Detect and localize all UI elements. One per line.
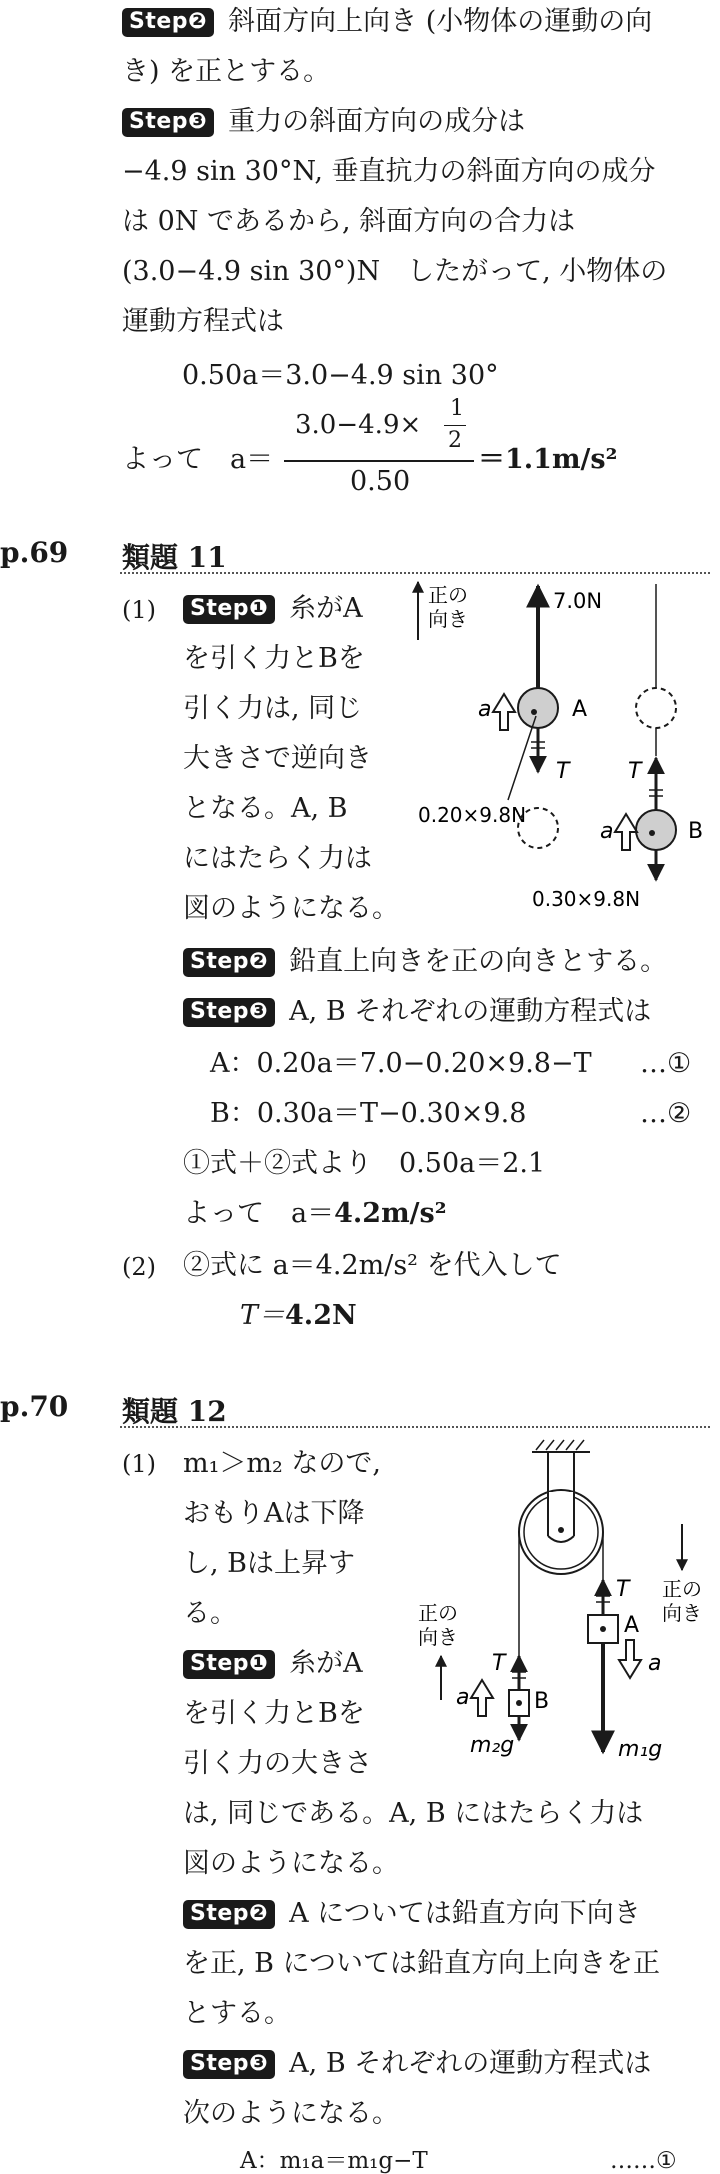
equation-A-num: …① bbox=[640, 1048, 692, 1079]
block-B-label: B bbox=[534, 1689, 550, 1714]
section-title-11: 類題 11 bbox=[122, 541, 227, 574]
step1-line: 引く力の大きさ bbox=[183, 1748, 372, 1779]
motion-equation: 0.50a＝3.0−4.9 sin 30° bbox=[182, 360, 499, 391]
step2-badge: Step❷ bbox=[122, 8, 214, 37]
step3-line2: −4.9 sin 30°N, 垂直抗力の斜面方向の成分 bbox=[122, 156, 656, 187]
text-line: にはたらく力は bbox=[183, 843, 372, 874]
step3-badge: Step❸ bbox=[183, 2050, 275, 2079]
step1-line: を引く力とBを bbox=[183, 1698, 365, 1729]
page-ref-69: p.69 bbox=[0, 536, 69, 569]
accel-arrow-A bbox=[619, 1640, 641, 1678]
step2-line: Step❷ A については鉛直方向下向き bbox=[183, 1900, 641, 1929]
pos-left-label-1: 正の bbox=[418, 1601, 458, 1625]
half-top: 1 bbox=[450, 396, 464, 421]
q1-label: (1) bbox=[122, 1450, 156, 1478]
combine-line: ①式＋②式より 0.50a＝2.1 bbox=[183, 1148, 546, 1179]
cont-line: 図のようになる。 bbox=[183, 1848, 399, 1879]
step1-badge: Step❶ bbox=[183, 595, 275, 624]
pos-dir-label-2: 向き bbox=[428, 607, 468, 631]
q2-label: (2) bbox=[122, 1253, 156, 1281]
step1-line: Step❶ 糸がA bbox=[183, 595, 363, 624]
combine-line bbox=[183, 2122, 190, 2123]
equation-B-num: …② bbox=[640, 1098, 692, 1129]
equation-B-num bbox=[610, 2122, 613, 2123]
step3-line1: Step❸ 重力の斜面方向の成分は bbox=[122, 108, 525, 137]
block-A-label: A bbox=[624, 1613, 640, 1638]
step3-line: 次のようになる。 bbox=[183, 2098, 399, 2129]
tension-right-label: T bbox=[616, 1577, 630, 1602]
step2-line: とする。 bbox=[183, 1998, 291, 2029]
step3-line4: (3.0−4.9 sin 30°)N したがって, 小物体の bbox=[122, 256, 668, 287]
step2-line1: Step❷ 斜面方向上向き (小物体の運動の向 bbox=[122, 8, 652, 37]
step3-badge: Step❸ bbox=[122, 108, 214, 137]
accel-arrow-B bbox=[471, 1680, 493, 1716]
step3-line: Step❸ A, B それぞれの運動方程式は bbox=[183, 998, 651, 1027]
ball-B-label: B bbox=[688, 819, 704, 844]
intro-line: し, Bは上昇す bbox=[183, 1548, 356, 1579]
step2-badge: Step❷ bbox=[183, 1900, 275, 1929]
intro-line: m₁＞m₂ なので, bbox=[183, 1448, 382, 1479]
accel-right-label: a bbox=[648, 1651, 662, 1676]
step2-badge: Step❷ bbox=[183, 948, 275, 977]
weight-B-label: 0.30×9.8N bbox=[532, 887, 641, 911]
fraction-denominator: 0.50 bbox=[350, 466, 411, 497]
text-line: を引く力とBを bbox=[183, 643, 365, 674]
result-line: よって a＝4.2m/s² bbox=[183, 1198, 447, 1229]
ball-A-label: A bbox=[572, 697, 588, 722]
tension-left-label: T bbox=[492, 1651, 506, 1676]
result-value: ＝1.1m/s² bbox=[478, 444, 618, 475]
weight-m1g-label: m₁g bbox=[618, 1737, 663, 1762]
step1-badge: Step❶ bbox=[183, 1650, 275, 1679]
q1-label: (1) bbox=[122, 596, 156, 624]
accel-left-label: a bbox=[456, 1685, 470, 1710]
pos-left-label-2: 向き bbox=[418, 1625, 458, 1649]
step2-line: Step❷ 鉛直上向きを正の向きとする。 bbox=[183, 948, 667, 977]
q2-result: T＝4.2N bbox=[240, 1300, 357, 1331]
force-7N-label: 7.0N bbox=[553, 589, 603, 613]
text-line: 引く力は, 同じ bbox=[183, 693, 363, 724]
weight-m2g-label: m₂g bbox=[470, 1733, 515, 1758]
text-line: となる。A, B bbox=[183, 793, 348, 824]
step3-line5: 運動方程式は bbox=[122, 306, 284, 337]
step3-line3: は 0N であるから, 斜面方向の合力は bbox=[122, 206, 576, 237]
tension-T1-label: T bbox=[556, 759, 570, 784]
intro-line: おもりAは下降 bbox=[183, 1498, 365, 1529]
cont-line: は, 同じである。A, B にはたらく力は bbox=[183, 1798, 644, 1829]
step3-line: Step❸ A, B それぞれの運動方程式は bbox=[183, 2050, 651, 2079]
equation-A: A：0.20a＝7.0−0.20×9.8−T bbox=[210, 1048, 592, 1079]
q2-text: ②式に a＝4.2m/s² を代入して bbox=[183, 1250, 562, 1281]
accel-label-A: a bbox=[478, 697, 492, 722]
pos-right-label-1: 正の bbox=[662, 1577, 702, 1601]
section-title-12: 類題 12 bbox=[122, 1395, 227, 1428]
half-bottom: 2 bbox=[448, 428, 462, 453]
step2-line2: き) を正とする。 bbox=[122, 56, 331, 87]
step2-line: を正, B については鉛直方向上向きを正 bbox=[183, 1948, 661, 1979]
equation-B: B：0.30a＝T−0.30×9.8 bbox=[210, 1098, 527, 1129]
fraction-numerator: 3.0−4.9× bbox=[295, 410, 422, 440]
pos-right-label-2: 向き bbox=[662, 1601, 702, 1625]
intro-line: る。 bbox=[183, 1598, 237, 1629]
text-line: 大きさで逆向き bbox=[183, 743, 372, 774]
tension-T2-label: T bbox=[628, 759, 642, 784]
step3-badge: Step❸ bbox=[183, 998, 275, 1027]
step1-line: Step❶ 糸がA bbox=[183, 1650, 363, 1679]
result-prefix: よって a＝ bbox=[122, 444, 274, 475]
page-ref-70: p.70 bbox=[0, 1390, 69, 1423]
equation-B bbox=[240, 2122, 248, 2123]
equation-A: A：m₁a＝m₁g−T bbox=[240, 2148, 428, 2174]
accel-label-B: a bbox=[600, 819, 614, 844]
equation-A-num: ……① bbox=[610, 2148, 677, 2174]
text-line: 図のようになる。 bbox=[183, 893, 399, 924]
pos-dir-label-1: 正の bbox=[428, 583, 468, 607]
weight-A-label: 0.20×9.8N bbox=[418, 803, 527, 827]
